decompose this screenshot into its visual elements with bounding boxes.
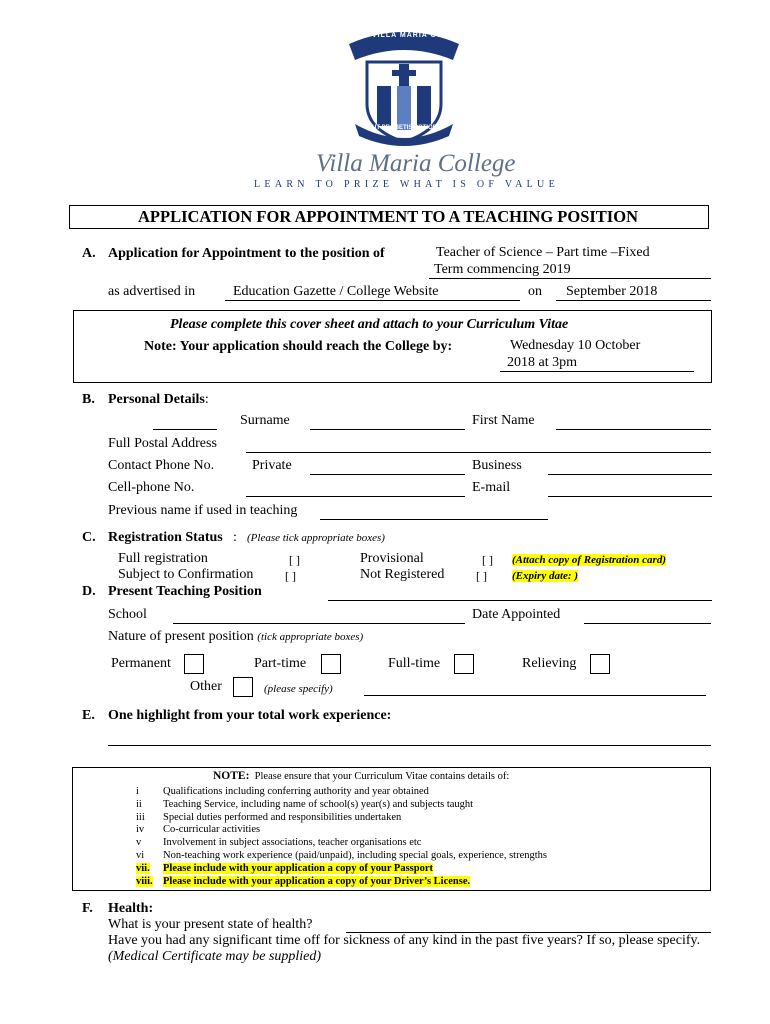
expiry-note — [512, 570, 578, 582]
nature-label — [108, 629, 363, 645]
attach-registration-note: (Attach copy of Registration card) — [512, 554, 666, 566]
note-heading: NOTE: — [213, 770, 250, 782]
advertised-value: Education Gazette / College Website — [233, 284, 439, 299]
college-tagline: LEARN TO PRIZE WHAT IS OF VALUE — [254, 179, 559, 190]
first-name-label: First Name — [472, 413, 535, 428]
health-question: What is your present state of health? — [108, 917, 313, 932]
note-item-number: iv — [136, 824, 145, 836]
full-time-label: Full-time — [388, 656, 441, 671]
section-c-colon: : — [233, 530, 237, 545]
not-registered-label: Not Registered — [360, 567, 445, 582]
advertised-label: as advertised in — [108, 284, 196, 299]
part-time-label: Part-time — [254, 656, 307, 671]
section-b-label: Personal Details — [108, 392, 205, 407]
note-item-number: iii — [136, 811, 145, 823]
subject-confirmation-checkbox[interactable]: [ ] — [285, 569, 296, 583]
full-registration-label: Full registration — [118, 551, 208, 566]
section-e-letter: E. — [82, 708, 95, 723]
position-value-line1: Teacher of Science – Part time –Fixed — [436, 245, 650, 260]
subject-confirmation-label: Subject to Confirmation — [118, 567, 254, 582]
page-title: APPLICATION FOR APPOINTMENT TO A TEACHING POSITION — [138, 207, 638, 226]
note-item-text: Co-curricular activities — [163, 824, 261, 836]
section-d-label: Present Teaching Position — [108, 584, 262, 599]
notice-date-underline — [500, 371, 694, 372]
section-a-letter: A. — [82, 246, 96, 261]
section-b-heading — [108, 392, 209, 408]
note-heading-row — [213, 770, 509, 782]
note-item-text: Teaching Service, including name of school(s) year(s) and subjects taught — [163, 798, 474, 810]
private-phone-field[interactable] — [310, 474, 465, 475]
advertised-underline — [225, 300, 520, 301]
medical-certificate-note: (Medical Certificate may be supplied) — [108, 949, 322, 964]
section-d-letter: D. — [82, 584, 96, 599]
section-a-label: Application for Appointment to the position of — [108, 246, 385, 261]
position-value-line2: Term commencing 2019 — [434, 262, 571, 277]
crest-sub-text: MERCY — [392, 44, 419, 50]
date-appointed-field[interactable] — [584, 623, 711, 624]
note-item-text: Involvement in subject associations, teacher organisations etc — [163, 837, 422, 849]
notice-label: Note: Your application should reach the College by: — [144, 339, 453, 354]
surname-field[interactable] — [310, 429, 465, 430]
school-field[interactable] — [173, 623, 465, 624]
postal-field[interactable] — [246, 452, 711, 453]
notice-instruction: Please complete this cover sheet and attach to your Curriculum Vitae — [170, 317, 569, 332]
crest-banner-text: VILLA MARIA COLLEGE — [372, 32, 472, 39]
other-specify-field[interactable] — [364, 695, 706, 696]
date-appointed-label: Date Appointed — [472, 607, 561, 622]
surname-label: Surname — [240, 413, 290, 428]
sickness-question: Have you had any significant time off for sickness of any kind in the past five years? If so, please specify. — [108, 933, 701, 948]
cell-label: Cell-phone No. — [108, 480, 195, 495]
part-time-checkbox[interactable] — [321, 654, 341, 674]
email-field[interactable] — [548, 496, 712, 497]
email-label: E-mail — [472, 480, 511, 495]
note-item-text: Special duties performed and responsibilities undertaken — [163, 811, 402, 823]
note-item-number: vii. — [136, 862, 150, 874]
full-registration-checkbox[interactable]: [ ] — [289, 553, 300, 567]
section-f-label: Health: — [108, 901, 154, 916]
note-item-number: viii. — [136, 875, 153, 887]
permanent-checkbox[interactable] — [184, 654, 204, 674]
title-underline — [153, 429, 217, 430]
postal-label: Full Postal Address — [108, 436, 217, 451]
relieving-checkbox[interactable] — [590, 654, 610, 674]
note-item-text: Please include with your application a copy of your Passport — [163, 862, 434, 874]
other-label: Other — [190, 679, 222, 694]
section-c-label: Registration Status — [108, 530, 223, 545]
on-label: on — [528, 284, 542, 299]
business-label: Business — [472, 458, 522, 473]
note-item-number: i — [136, 786, 139, 797]
section-b-letter: B. — [82, 392, 95, 407]
contact-label: Contact Phone No. — [108, 458, 215, 473]
notice-date-line2: 2018 at 3pm — [507, 355, 577, 370]
highlight-field[interactable] — [108, 745, 711, 746]
previous-name-label: Previous name if used in teaching — [108, 503, 298, 518]
expiry-note-text: (Expiry date: ) — [512, 570, 578, 582]
note-item-number: ii — [136, 798, 142, 810]
section-c-letter: C. — [82, 530, 96, 545]
notice-date-line1: Wednesday 10 October — [510, 338, 641, 353]
position-underline — [429, 278, 711, 279]
not-registered-checkbox[interactable]: [ ] — [476, 569, 487, 583]
on-value: September 2018 — [566, 284, 658, 299]
note-intro: Please ensure that your Curriculum Vitae contains details of: — [254, 771, 510, 782]
permanent-label: Permanent — [111, 656, 171, 671]
relieving-label: Relieving — [522, 656, 577, 671]
section-e-label: One highlight from your total work experience: — [108, 708, 392, 723]
nature-hint: (tick appropriate boxes) — [257, 631, 364, 643]
provisional-checkbox[interactable]: [ ] — [482, 553, 493, 567]
provisional-label: Provisional — [360, 551, 424, 566]
cell-field[interactable] — [246, 496, 465, 497]
note-item-text: Qualifications including conferring authority and year obtained — [163, 786, 429, 797]
section-f-letter: F. — [82, 901, 93, 916]
nature-label-text: Nature of present position — [108, 629, 254, 644]
college-name: Villa Maria College — [316, 150, 516, 177]
business-phone-field[interactable] — [548, 474, 712, 475]
school-label: School — [108, 607, 147, 622]
present-position-field[interactable] — [328, 600, 712, 601]
crest-motto-text: UT PROBETIS POTIORA — [372, 125, 442, 131]
other-hint: (please specify) — [264, 683, 333, 695]
note-item-text: Non-teaching work experience (paid/unpaid), including special goals, experience, strengths — [163, 850, 547, 861]
on-underline — [556, 300, 711, 301]
note-item-number: vi — [136, 850, 145, 861]
full-time-checkbox[interactable] — [454, 654, 474, 674]
note-item-text: Please include with your application a copy of your Driver’s License. — [163, 875, 471, 887]
private-label: Private — [252, 458, 292, 473]
other-checkbox[interactable] — [233, 677, 253, 697]
section-c-hint: (Please tick appropriate boxes) — [247, 532, 385, 544]
note-item-number: v — [136, 837, 142, 849]
first-name-field[interactable] — [556, 429, 711, 430]
section-b-colon: : — [204, 392, 209, 407]
previous-name-field[interactable] — [320, 519, 548, 520]
